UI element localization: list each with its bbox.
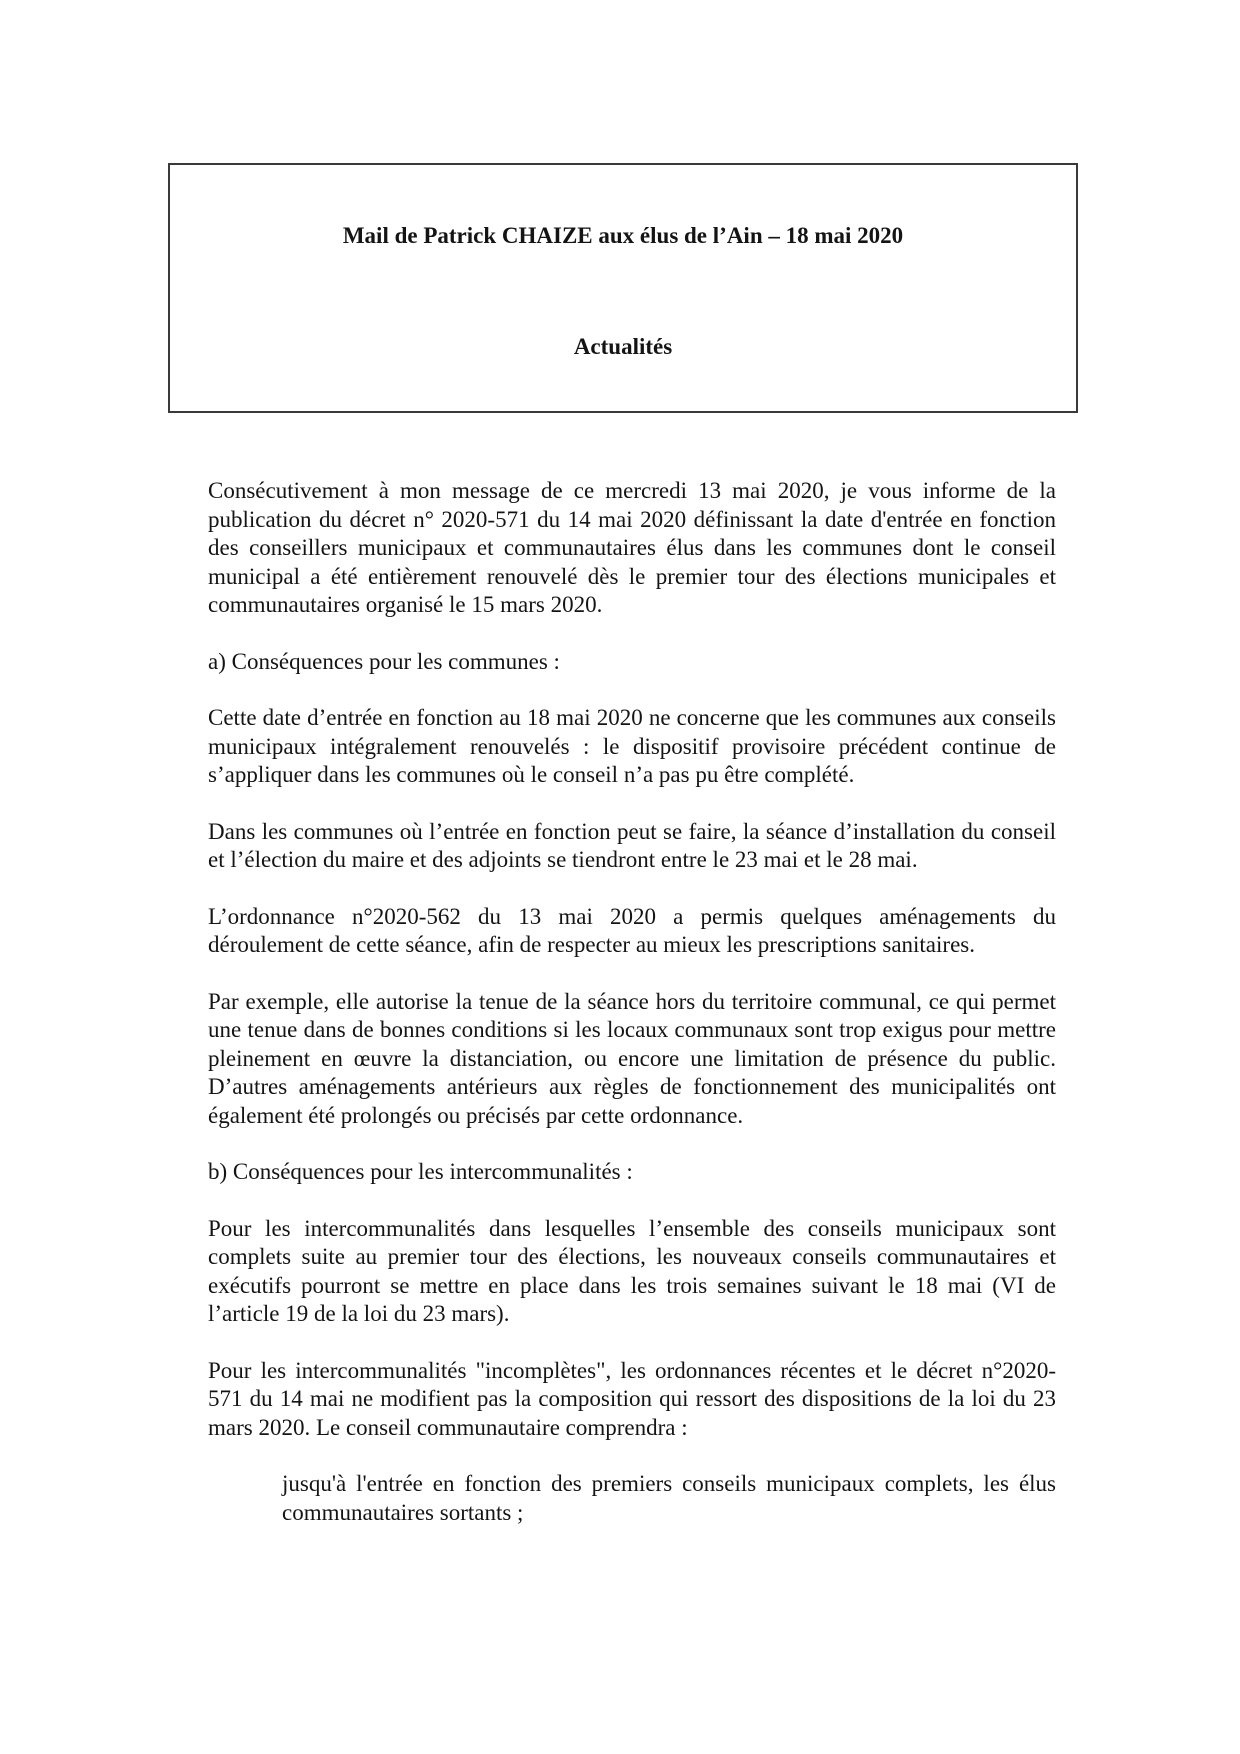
- header-box: [168, 163, 1078, 413]
- paragraph-date-entree: Cette date d’entrée en fonction au 18 mai 2020 ne concerne que les communes aux conseils municipaux intégralement renouvelés : le dispositif provisoire précédent continue de s’appliquer dans les communes où le conseil n’a pas pu être complété.: [208, 705, 1056, 787]
- section-heading-communes: a) Conséquences pour les communes :: [208, 648, 560, 674]
- paragraph-seance-installation: Dans les communes où l’entrée en fonction peut se faire, la séance d’installation du conseil et l’élection du maire et des adjoints se tiendront entre le 23 mai et le 28 mai.: [208, 818, 1056, 872]
- section-heading-intercommunalites: b) Conséquences pour les intercommunalités :: [208, 1159, 633, 1184]
- document-title: Mail de Patrick CHAIZE aux élus de l’Ain – 18 mai 2020: [342, 223, 904, 248]
- paragraph-intercommunalites-completes: Pour les intercommunalités dans lesquelles l’ensemble des conseils municipaux sont complets suite au premier tour des élections, les nouveaux conseils communautaires et exécutifs pourront se mettre en place dans les trois semaines suivant le 18 mai (VI de l’article 19 de la loi du 23 mars).: [208, 1215, 1056, 1326]
- paragraph-intro: Consécutivement à mon message de ce mercredi 13 mai 2020, je vous informe de la publication du décret n° 2020-571 du 14 mai 2020 définissant la date d'entrée en fonction des conseillers municipaux et communautaires élus dans les communes dont le conseil municipal a été entièrement renouvelé dès le premier tour des élections municipales et communautaires organisé le 15 mars 2020.: [208, 478, 1056, 617]
- list-item-elus-sortants: jusqu'à l'entrée en fonction des premiers conseils municipaux complets, les élus communautaires sortants ;: [282, 1471, 1056, 1525]
- paragraph-exemple: Par exemple, elle autorise la tenue de la séance hors du territoire communal, ce qui permet une tenue dans de bonnes conditions si les locaux communaux sont trop exigus pour mettre pleinement en œuvre la distanciation, ou encore une limitation de présence du public. D’autres aménagements antérieurs aux règles de fonctionnement des municipalités ont également été prolongés ou précisés par cette ordonnance.: [208, 988, 1056, 1128]
- document-body: [208, 477, 1056, 1555]
- document-subtitle: Actualités: [573, 334, 673, 359]
- paragraph-intercommunalites-incompletes: Pour les intercommunalités "incomplètes", les ordonnances récentes et le décret n°2020-571 du 14 mai ne modifient pas la composition qui ressort des dispositions de la loi du 23 mars 2020. Le conseil communautaire comprendra :: [208, 1357, 1056, 1440]
- paragraph-ordonnance: L’ordonnance n°2020-562 du 13 mai 2020 a permis quelques aménagements du déroulement de cette séance, afin de respecter au mieux les prescriptions sanitaires.: [208, 903, 1056, 957]
